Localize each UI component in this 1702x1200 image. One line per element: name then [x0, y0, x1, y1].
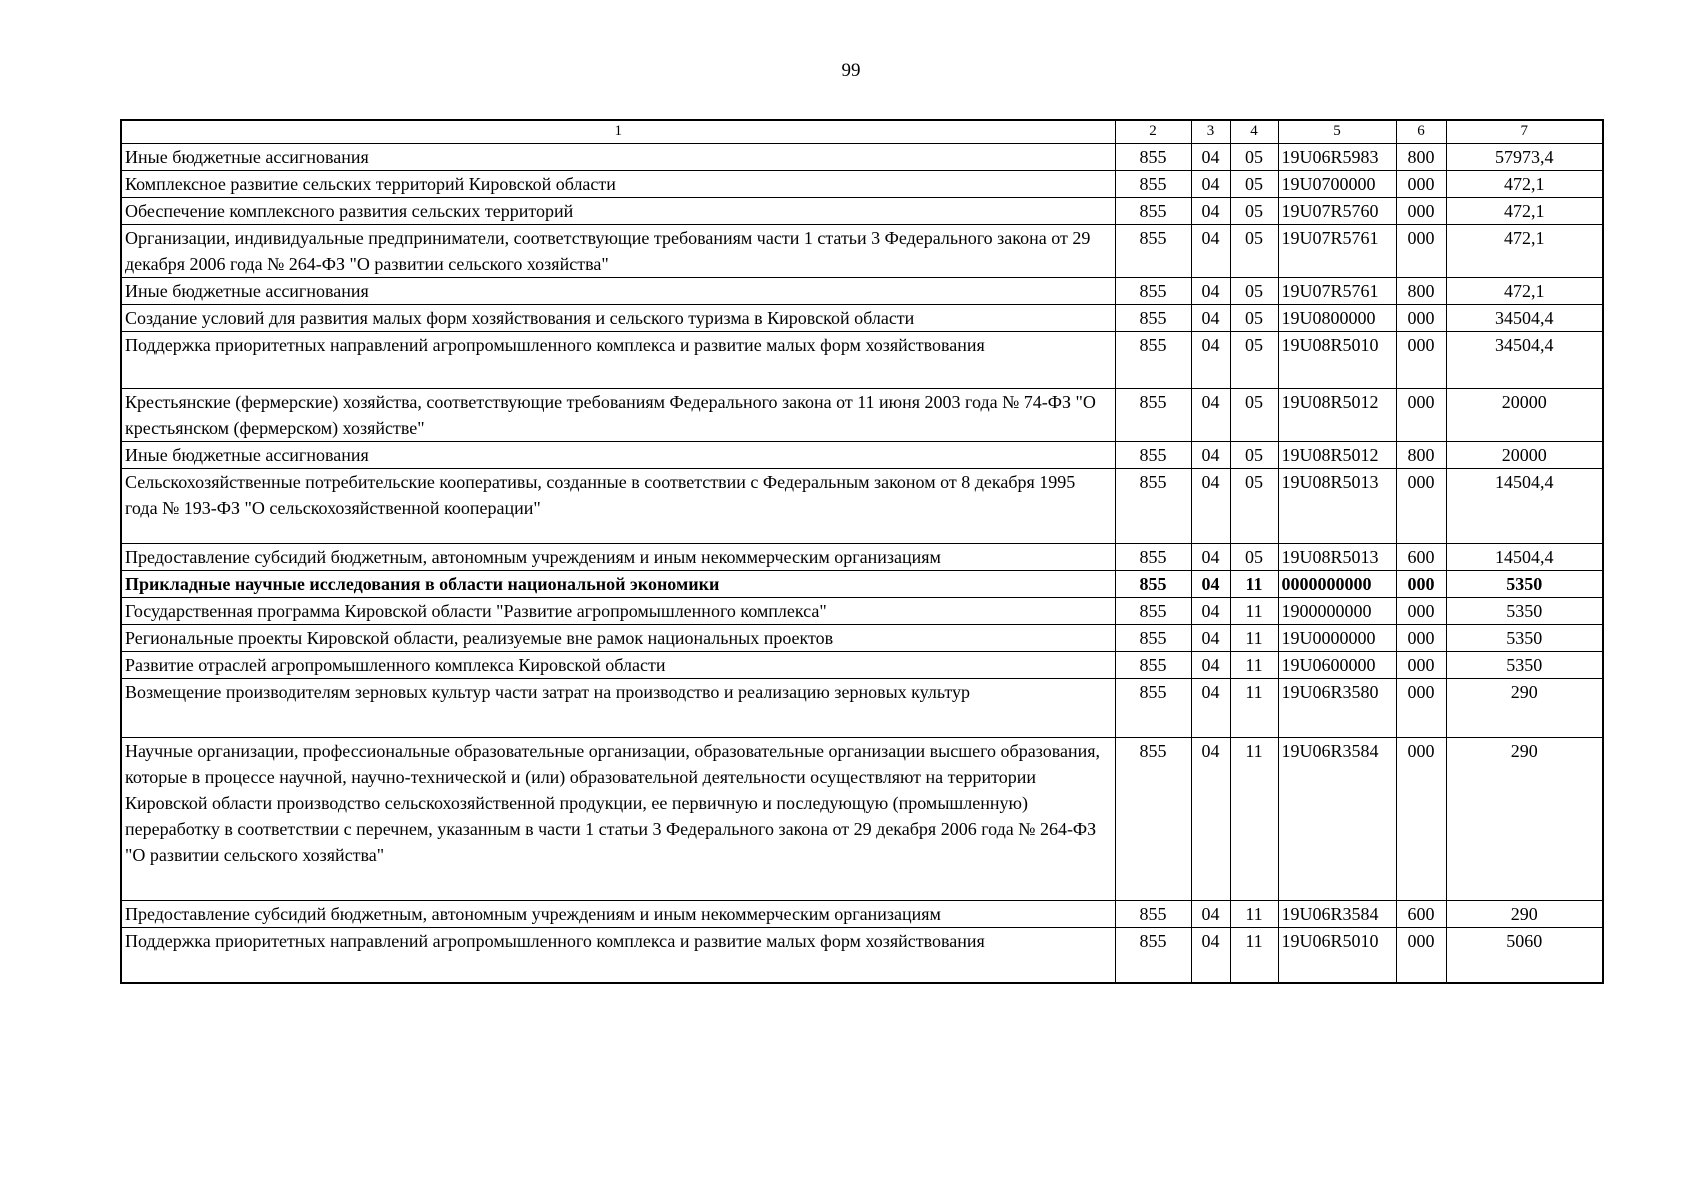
expense-type-code: 000	[1396, 198, 1446, 225]
header-col-1: 1	[121, 120, 1115, 144]
amount: 290	[1446, 901, 1603, 928]
row-name: Поддержка приоритетных направлений агропромышленного комплекса и развитие малых форм хозяйствования	[121, 332, 1115, 389]
amount: 5350	[1446, 571, 1603, 598]
section-code: 04	[1191, 544, 1230, 571]
row-name: Прикладные научные исследования в области национальной экономики	[121, 571, 1115, 598]
row-name: Организации, индивидуальные предприниматели, соответствующие требованиям части 1 статьи 3 Федерального закона от 29 декабря 2006 года № 264-ФЗ "О развитии сельского хозяйства"	[121, 225, 1115, 278]
subsection-code: 11	[1230, 625, 1278, 652]
ministry-code: 855	[1115, 598, 1191, 625]
amount: 20000	[1446, 389, 1603, 442]
section-code: 04	[1191, 738, 1230, 901]
ministry-code: 855	[1115, 544, 1191, 571]
header-col-7: 7	[1446, 120, 1603, 144]
row-name: Иные бюджетные ассигнования	[121, 144, 1115, 171]
target-article-code: 19U0000000	[1278, 625, 1396, 652]
table-row	[121, 144, 1603, 171]
section-code: 04	[1191, 144, 1230, 171]
amount: 472,1	[1446, 278, 1603, 305]
subsection-code: 11	[1230, 928, 1278, 984]
expense-type-code: 000	[1396, 332, 1446, 389]
amount: 472,1	[1446, 198, 1603, 225]
ministry-code: 855	[1115, 389, 1191, 442]
expense-type-code: 000	[1396, 598, 1446, 625]
expense-type-code: 000	[1396, 389, 1446, 442]
section-code: 04	[1191, 198, 1230, 225]
row-name: Развитие отраслей агропромышленного комплекса Кировской области	[121, 652, 1115, 679]
expense-type-code: 800	[1396, 442, 1446, 469]
target-article-code: 19U08R5010	[1278, 332, 1396, 389]
expense-type-code: 000	[1396, 305, 1446, 332]
row-name: Создание условий для развития малых форм хозяйствования и сельского туризма в Кировской области	[121, 305, 1115, 332]
row-name: Иные бюджетные ассигнования	[121, 278, 1115, 305]
amount: 34504,4	[1446, 305, 1603, 332]
target-article-code: 19U0600000	[1278, 652, 1396, 679]
table-row	[121, 442, 1603, 469]
subsection-code: 11	[1230, 901, 1278, 928]
table-row	[121, 469, 1603, 544]
section-code: 04	[1191, 225, 1230, 278]
row-name: Крестьянские (фермерские) хозяйства, соответствующие требованиям Федерального закона от 11 июня 2003 года № 74-ФЗ "О крестьянском (фермерском) хозяйстве"	[121, 389, 1115, 442]
table-row	[121, 598, 1603, 625]
section-code: 04	[1191, 679, 1230, 738]
ministry-code: 855	[1115, 901, 1191, 928]
amount: 5060	[1446, 928, 1603, 984]
table-row	[121, 171, 1603, 198]
target-article-code: 19U08R5012	[1278, 442, 1396, 469]
section-code: 04	[1191, 442, 1230, 469]
table-row	[121, 928, 1603, 984]
row-name: Возмещение производителям зерновых культур части затрат на производство и реализацию зерновых культур	[121, 679, 1115, 738]
header-col-3: 3	[1191, 120, 1230, 144]
table-row	[121, 198, 1603, 225]
row-name: Государственная программа Кировской области "Развитие агропромышленного комплекса"	[121, 598, 1115, 625]
amount: 34504,4	[1446, 332, 1603, 389]
section-code: 04	[1191, 305, 1230, 332]
table-row	[121, 571, 1603, 598]
subsection-code: 05	[1230, 305, 1278, 332]
header-col-5: 5	[1278, 120, 1396, 144]
subsection-code: 05	[1230, 198, 1278, 225]
section-code: 04	[1191, 571, 1230, 598]
target-article-code: 19U07R5761	[1278, 225, 1396, 278]
amount: 290	[1446, 679, 1603, 738]
expense-type-code: 000	[1396, 928, 1446, 984]
header-col-2: 2	[1115, 120, 1191, 144]
row-name: Научные организации, профессиональные образовательные организации, образовательные организации высшего образования, которые в процессе научной, научно-технической и (или) образовательной деятельности осуществляют на территории Кировской области производство сельскохозяйственной продукции, ее первичную и последующую (промышленную) переработку в соответствии с перечнем, указанным в части 1 статьи 3 Федерального закона от 29 декабря 2006 года № 264-ФЗ "О развитии сельского хозяйства"	[121, 738, 1115, 901]
target-article-code: 19U08R5013	[1278, 544, 1396, 571]
ministry-code: 855	[1115, 225, 1191, 278]
row-name: Комплексное развитие сельских территорий Кировской области	[121, 171, 1115, 198]
header-col-6: 6	[1396, 120, 1446, 144]
target-article-code: 1900000000	[1278, 598, 1396, 625]
subsection-code: 11	[1230, 571, 1278, 598]
expense-type-code: 000	[1396, 652, 1446, 679]
section-code: 04	[1191, 598, 1230, 625]
table-row	[121, 225, 1603, 278]
section-code: 04	[1191, 332, 1230, 389]
ministry-code: 855	[1115, 332, 1191, 389]
row-name: Предоставление субсидий бюджетным, автономным учреждениям и иным некоммерческим организациям	[121, 901, 1115, 928]
ministry-code: 855	[1115, 652, 1191, 679]
table-row	[121, 901, 1603, 928]
section-code: 04	[1191, 389, 1230, 442]
section-code: 04	[1191, 278, 1230, 305]
row-name: Сельскохозяйственные потребительские кооперативы, созданные в соответствии с Федеральным законом от 8 декабря 1995 года № 193-ФЗ "О сельскохозяйственной кооперации"	[121, 469, 1115, 544]
header-col-4: 4	[1230, 120, 1278, 144]
ministry-code: 855	[1115, 738, 1191, 901]
section-code: 04	[1191, 171, 1230, 198]
table-row	[121, 305, 1603, 332]
table-row	[121, 278, 1603, 305]
ministry-code: 855	[1115, 442, 1191, 469]
subsection-code: 11	[1230, 738, 1278, 901]
table-row	[121, 738, 1603, 901]
subsection-code: 05	[1230, 278, 1278, 305]
target-article-code: 19U06R3584	[1278, 901, 1396, 928]
row-name: Предоставление субсидий бюджетным, автономным учреждениям и иным некоммерческим организациям	[121, 544, 1115, 571]
target-article-code: 0000000000	[1278, 571, 1396, 598]
ministry-code: 855	[1115, 144, 1191, 171]
target-article-code: 19U07R5761	[1278, 278, 1396, 305]
amount: 5350	[1446, 652, 1603, 679]
table-row	[121, 544, 1603, 571]
row-name: Поддержка приоритетных направлений агропромышленного комплекса и развитие малых форм хозяйствования	[121, 928, 1115, 984]
expense-type-code: 000	[1396, 225, 1446, 278]
table-header-row	[121, 120, 1603, 144]
expense-type-code: 000	[1396, 625, 1446, 652]
expense-type-code: 000	[1396, 171, 1446, 198]
expense-type-code: 800	[1396, 278, 1446, 305]
subsection-code: 05	[1230, 171, 1278, 198]
expense-type-code: 600	[1396, 901, 1446, 928]
expense-type-code: 000	[1396, 679, 1446, 738]
row-name: Обеспечение комплексного развития сельских территорий	[121, 198, 1115, 225]
amount: 290	[1446, 738, 1603, 901]
amount: 57973,4	[1446, 144, 1603, 171]
amount: 14504,4	[1446, 469, 1603, 544]
subsection-code: 05	[1230, 332, 1278, 389]
table-row	[121, 389, 1603, 442]
subsection-code: 11	[1230, 598, 1278, 625]
target-article-code: 19U06R5983	[1278, 144, 1396, 171]
table-row	[121, 332, 1603, 389]
expense-type-code: 600	[1396, 544, 1446, 571]
row-name: Иные бюджетные ассигнования	[121, 442, 1115, 469]
subsection-code: 05	[1230, 544, 1278, 571]
expense-type-code: 000	[1396, 469, 1446, 544]
ministry-code: 855	[1115, 469, 1191, 544]
ministry-code: 855	[1115, 625, 1191, 652]
section-code: 04	[1191, 625, 1230, 652]
section-code: 04	[1191, 469, 1230, 544]
subsection-code: 05	[1230, 469, 1278, 544]
amount: 14504,4	[1446, 544, 1603, 571]
subsection-code: 11	[1230, 679, 1278, 738]
target-article-code: 19U07R5760	[1278, 198, 1396, 225]
expense-type-code: 800	[1396, 144, 1446, 171]
ministry-code: 855	[1115, 198, 1191, 225]
amount: 472,1	[1446, 225, 1603, 278]
table-row	[121, 679, 1603, 738]
amount: 472,1	[1446, 171, 1603, 198]
row-name: Региональные проекты Кировской области, реализуемые вне рамок национальных проектов	[121, 625, 1115, 652]
subsection-code: 05	[1230, 225, 1278, 278]
ministry-code: 855	[1115, 278, 1191, 305]
target-article-code: 19U08R5012	[1278, 389, 1396, 442]
target-article-code: 19U06R3580	[1278, 679, 1396, 738]
subsection-code: 11	[1230, 652, 1278, 679]
ministry-code: 855	[1115, 571, 1191, 598]
amount: 5350	[1446, 598, 1603, 625]
budget-table	[120, 119, 1604, 984]
target-article-code: 19U0700000	[1278, 171, 1396, 198]
expense-type-code: 000	[1396, 738, 1446, 901]
ministry-code: 855	[1115, 679, 1191, 738]
ministry-code: 855	[1115, 305, 1191, 332]
subsection-code: 05	[1230, 442, 1278, 469]
target-article-code: 19U0800000	[1278, 305, 1396, 332]
ministry-code: 855	[1115, 171, 1191, 198]
target-article-code: 19U06R5010	[1278, 928, 1396, 984]
target-article-code: 19U08R5013	[1278, 469, 1396, 544]
amount: 20000	[1446, 442, 1603, 469]
subsection-code: 05	[1230, 144, 1278, 171]
ministry-code: 855	[1115, 928, 1191, 984]
expense-type-code: 000	[1396, 571, 1446, 598]
amount: 5350	[1446, 625, 1603, 652]
section-code: 04	[1191, 901, 1230, 928]
table-row	[121, 652, 1603, 679]
section-code: 04	[1191, 928, 1230, 984]
table-row	[121, 625, 1603, 652]
section-code: 04	[1191, 652, 1230, 679]
page-number: 99	[841, 60, 861, 81]
subsection-code: 05	[1230, 389, 1278, 442]
target-article-code: 19U06R3584	[1278, 738, 1396, 901]
